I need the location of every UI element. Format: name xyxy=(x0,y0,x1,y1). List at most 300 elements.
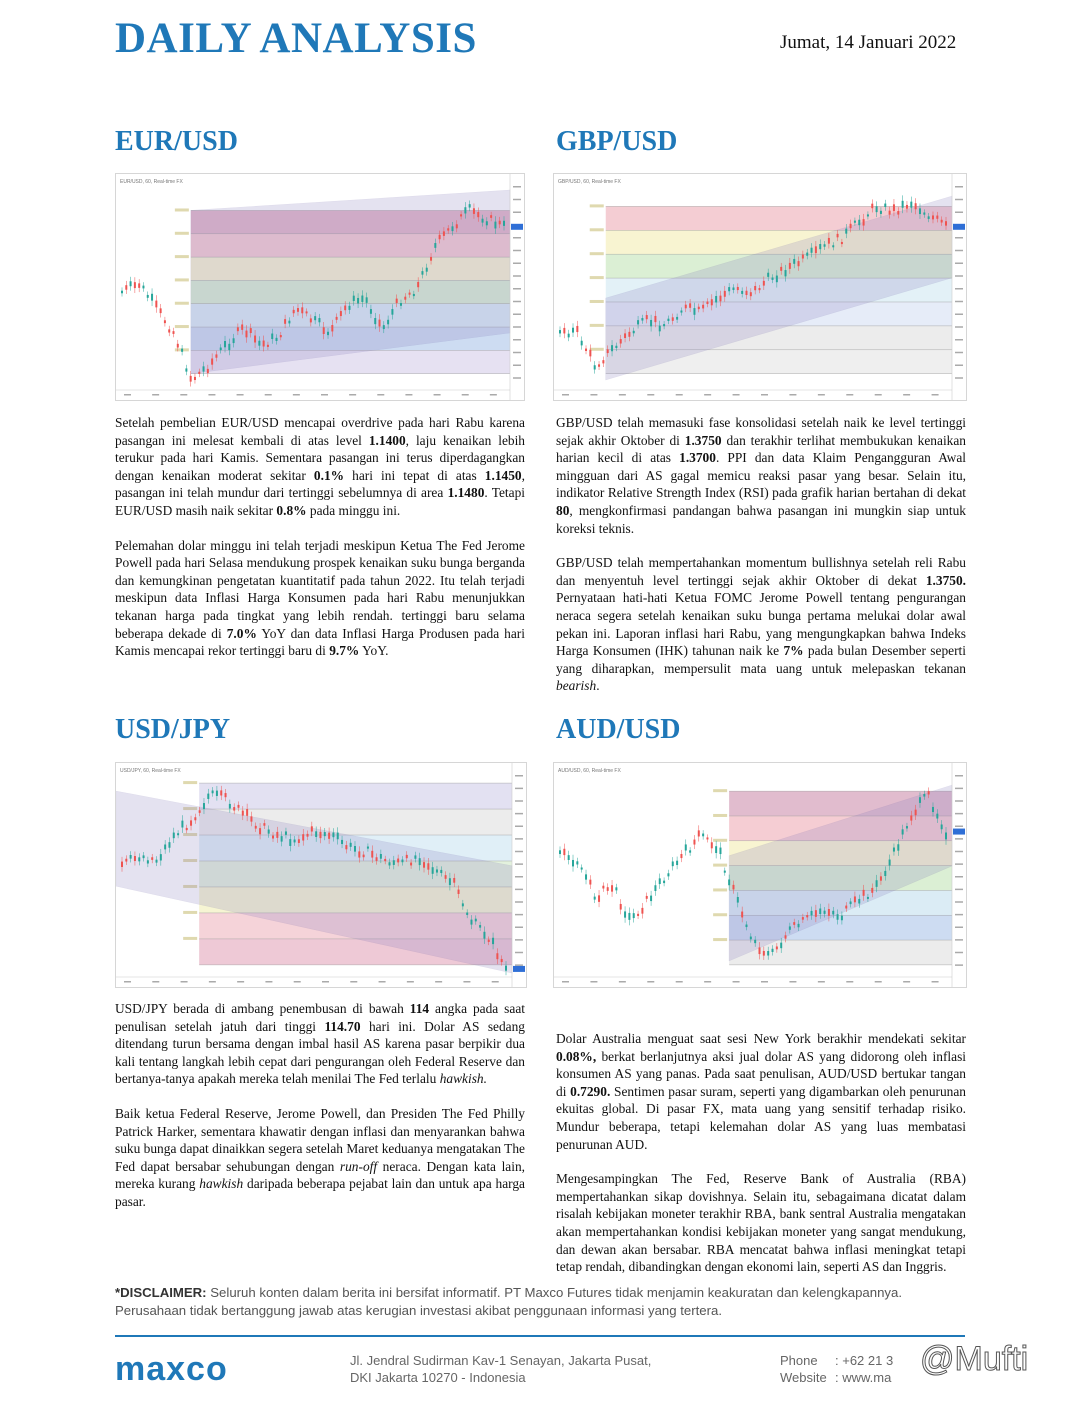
candle-body xyxy=(845,229,847,234)
candle-body xyxy=(383,325,385,329)
candle-body xyxy=(745,925,747,928)
price-tick xyxy=(955,263,963,265)
candle-body xyxy=(798,924,800,927)
price-tick xyxy=(955,964,963,966)
candle-body xyxy=(323,327,325,334)
candle-body xyxy=(233,338,235,343)
time-tick xyxy=(350,981,357,983)
price-tick xyxy=(515,889,523,891)
candle-body xyxy=(715,846,717,853)
chart-header: AUD/USD, 60, Real-time FX xyxy=(558,768,621,774)
fib-level-label xyxy=(713,789,727,792)
time-tick xyxy=(590,981,597,983)
candle-body xyxy=(306,311,308,313)
phone-value: : +62 21 3 xyxy=(835,1353,894,1368)
candle-body xyxy=(867,897,869,899)
candle-body xyxy=(559,330,561,333)
candle-body xyxy=(413,294,415,296)
candle-body xyxy=(602,886,604,889)
candle-body xyxy=(624,911,626,917)
candle-body xyxy=(923,794,925,797)
time-tick xyxy=(932,981,939,983)
footer-divider xyxy=(115,1335,965,1337)
candle-body xyxy=(348,306,350,310)
candle-body xyxy=(910,815,912,820)
candle-body xyxy=(598,364,600,366)
candle-body xyxy=(505,966,507,971)
report-date: Jumat, 14 Januari 2022 xyxy=(780,32,957,53)
price-tick xyxy=(955,326,963,328)
fib-level-label xyxy=(175,255,189,258)
time-tick xyxy=(180,394,187,396)
candle-body xyxy=(501,959,503,962)
candle-body xyxy=(387,320,389,325)
candle-body xyxy=(936,814,938,819)
price-tick xyxy=(955,288,963,290)
candle-body xyxy=(423,862,425,868)
candle-body xyxy=(793,922,795,925)
candle-body xyxy=(589,350,591,357)
time-tick xyxy=(237,981,244,983)
candle-body xyxy=(276,832,278,838)
candle-body xyxy=(341,840,343,844)
candle-body xyxy=(680,854,682,858)
candle-body xyxy=(486,221,488,225)
candle-body xyxy=(880,211,882,214)
candle-body xyxy=(185,368,187,371)
candle-body xyxy=(168,842,170,848)
candle-body xyxy=(427,863,429,869)
last-price-tag xyxy=(511,224,523,230)
time-tick xyxy=(562,981,569,983)
candle-body xyxy=(919,208,921,214)
candle-body xyxy=(785,270,787,276)
candle-body xyxy=(724,871,726,873)
fib-level-label xyxy=(183,911,197,914)
analysis-eurusd xyxy=(115,414,525,677)
candle-body xyxy=(263,823,265,826)
candle-body xyxy=(884,204,886,207)
candle-body xyxy=(858,220,860,225)
last-price-tag xyxy=(513,966,525,972)
candle-body xyxy=(371,851,373,858)
candle-body xyxy=(945,221,947,225)
price-tick xyxy=(955,914,963,916)
candle-body xyxy=(466,912,468,914)
candle-body xyxy=(767,273,769,277)
time-tick xyxy=(463,981,470,983)
candle-body xyxy=(563,328,565,334)
candle-body xyxy=(216,791,218,796)
time-tick xyxy=(490,394,497,396)
candle-body xyxy=(404,297,406,300)
candle-body xyxy=(798,261,800,266)
candle-body xyxy=(667,873,669,876)
candle-body xyxy=(168,329,170,332)
candle-body xyxy=(759,288,761,290)
time-tick xyxy=(265,394,272,396)
candle-body xyxy=(177,833,179,835)
price-tick xyxy=(515,939,523,941)
candle-body xyxy=(440,870,442,873)
candle-body xyxy=(143,855,145,858)
candle-body xyxy=(689,303,691,307)
candle-body xyxy=(724,291,726,297)
time-tick xyxy=(492,981,499,983)
candle-body xyxy=(483,932,485,939)
candle-body xyxy=(462,903,464,906)
fib-level-label xyxy=(713,839,727,842)
candle-body xyxy=(663,881,665,883)
fib-level-label xyxy=(175,208,189,211)
time-tick xyxy=(237,394,244,396)
fib-level-label xyxy=(590,276,604,279)
paragraph: GBP/USD telah mempertahankan momentum bullishnya setelah reli Rabu dan menyentuh level tertinggi sejak akhir Oktober di dekat 1.3750. Pernyataan hati-hati Ketua FOMC Jerome Powell tentang pengurangan neraca segera setelah kenaikan suku bunga pertama melukai dolar awal pekan ini. Laporan inflasi hari Rabu, yang mengungkapkan bahwa Indeks Harga Konsumen (IHK) tahunan naik ke 7% pada bulan Desember seperti yang diharapkan, mempersulit mata uang untuk melepaskan tekanan bearish. xyxy=(556,555,966,694)
price-tick xyxy=(513,365,521,367)
candle-body xyxy=(876,206,878,212)
candle-body xyxy=(397,859,399,863)
chart-usdjpy xyxy=(115,762,527,988)
candle-body xyxy=(245,331,247,338)
candle-body xyxy=(806,915,808,917)
candle-body xyxy=(272,836,274,839)
candle-body xyxy=(449,878,451,885)
candle-body xyxy=(581,341,583,346)
price-tick xyxy=(513,199,521,201)
price-tick xyxy=(513,237,521,239)
candle-body xyxy=(598,895,600,902)
candle-body xyxy=(650,320,652,326)
price-tick xyxy=(513,314,521,316)
candle-body xyxy=(706,301,708,304)
candle-body xyxy=(728,287,730,291)
website-label: Website xyxy=(780,1370,827,1385)
time-tick xyxy=(124,394,131,396)
candle-body xyxy=(318,318,320,322)
candle-body xyxy=(819,909,821,915)
price-tick xyxy=(955,250,963,252)
time-tick xyxy=(761,981,768,983)
candle-body xyxy=(576,861,578,864)
time-tick xyxy=(152,394,159,396)
candle-body xyxy=(863,219,865,225)
time-tick xyxy=(761,394,768,396)
candle-body xyxy=(741,912,743,918)
candle-body xyxy=(576,326,578,332)
candle-body xyxy=(819,244,821,249)
price-tick xyxy=(955,889,963,891)
time-tick xyxy=(903,981,910,983)
price-tick xyxy=(955,826,963,828)
candle-body xyxy=(151,857,153,860)
candle-body xyxy=(503,221,505,226)
price-tick xyxy=(515,863,523,865)
fib-level-label xyxy=(590,300,604,303)
candle-body xyxy=(776,946,778,949)
price-tick xyxy=(955,851,963,853)
candle-body xyxy=(367,847,369,849)
time-tick xyxy=(379,981,386,983)
candle-body xyxy=(327,332,329,335)
candle-body xyxy=(490,215,492,218)
candle-body xyxy=(445,875,447,879)
fib-level-label xyxy=(175,232,189,235)
candle-body xyxy=(203,803,205,809)
candle-body xyxy=(559,850,561,854)
candle-body xyxy=(841,242,843,244)
price-tick xyxy=(515,813,523,815)
fib-level-label xyxy=(175,302,189,305)
candle-body xyxy=(928,216,930,219)
time-tick xyxy=(562,394,569,396)
candle-body xyxy=(350,843,352,847)
candle-body xyxy=(393,860,395,865)
candle-body xyxy=(654,316,656,322)
price-tick xyxy=(515,788,523,790)
price-tick xyxy=(955,365,963,367)
candle-body xyxy=(220,348,222,351)
candle-body xyxy=(685,844,687,850)
paragraph: Mengesampingkan The Fed, Reserve Bank of Australia (RBA) mempertahankan sikap dovishnya. Selain itu, sebagaimana dicatat dalam risalah kebijakan moneter terakhir RBA, bank sentral Australia mengatakan akan mempertahankan kondisi kebijakan moneter yang sangat mendukung, dan dewan akan bersabar. RBA mencatat bahwa inflasi meningkat tetapi tetap rendah, dibandingkan dengan ekonomi lain, seperti AS dan Inggris. xyxy=(556,1171,966,1275)
candle-body xyxy=(572,328,574,333)
candle-body xyxy=(384,859,386,861)
candle-body xyxy=(936,216,938,219)
candle-body xyxy=(353,296,355,301)
candle-body xyxy=(793,259,795,264)
candle-body xyxy=(789,263,791,269)
candle-body xyxy=(337,833,339,840)
candle-body xyxy=(581,867,583,869)
candle-body xyxy=(897,844,899,850)
candle-body xyxy=(212,790,214,793)
time-tick xyxy=(124,981,131,983)
candle-body xyxy=(280,335,282,337)
candle-body xyxy=(156,860,158,863)
price-tick xyxy=(955,901,963,903)
candle-body xyxy=(134,856,136,861)
candle-body xyxy=(845,906,847,909)
fib-level-label xyxy=(713,913,727,916)
section-title-usdjpy: USD/JPY xyxy=(115,714,231,745)
candle-body xyxy=(932,215,934,219)
candle-body xyxy=(439,235,441,239)
candle-body xyxy=(224,341,226,347)
candle-body xyxy=(811,911,813,916)
candle-body xyxy=(811,248,813,253)
watermark: @Mufti xyxy=(920,1340,1029,1378)
candle-body xyxy=(401,860,403,863)
candle-body xyxy=(698,830,700,836)
paragraph: Pelemahan dolar minggu ini telah terjadi meskipun Ketua The Fed Jerome Powell pada hari Selasa mendukung prospek kenaikan suku bunga berganda dan kemungkinan pengetatan kuantitatif pada tahun 2022. Itu telah terjadi meskipun data Inflasi Harga Konsumen pada hari Rabu menunjukkan tekanan harga pada tingkat yang lebih rendah. tertinggi baru selama beberapa dekade di 7.0% YoY dan data Inflasi Harga Produsen pada hari Kamis mencapai rekor tertinggi baru di 9.7% YoY. xyxy=(115,537,525,659)
candle-body xyxy=(663,324,665,326)
address-line: Jl. Jendral Sudirman Kav-1 Senayan, Jakarta Pusat, xyxy=(350,1353,652,1368)
candle-body xyxy=(850,224,852,228)
time-tick xyxy=(789,394,796,396)
price-tick xyxy=(955,775,963,777)
price-tick xyxy=(955,212,963,214)
candle-body xyxy=(880,876,882,880)
candle-body xyxy=(728,879,730,885)
candle-body xyxy=(207,369,209,373)
candle-body xyxy=(302,834,304,840)
section-title-gbpusd: GBP/USD xyxy=(556,126,678,157)
candle-body xyxy=(363,855,365,858)
candle-body xyxy=(607,887,609,891)
candle-body xyxy=(477,212,479,217)
candle-body xyxy=(780,267,782,271)
time-tick xyxy=(846,394,853,396)
candle-body xyxy=(850,901,852,904)
candle-body xyxy=(414,855,416,858)
candle-body xyxy=(203,366,205,371)
candle-body xyxy=(719,848,721,854)
candle-body xyxy=(854,896,856,902)
candle-body xyxy=(294,840,296,843)
time-tick xyxy=(676,981,683,983)
price-tick xyxy=(515,901,523,903)
candle-body xyxy=(499,221,501,225)
chart-header: USD/JPY, 60, Real-time FX xyxy=(120,768,181,774)
fib-level-label xyxy=(590,324,604,327)
candle-body xyxy=(328,833,330,839)
website-link[interactable]: : www.ma xyxy=(835,1370,892,1385)
candle-body xyxy=(589,880,591,885)
candle-body xyxy=(400,303,402,306)
last-price-tag xyxy=(953,224,965,230)
candle-body xyxy=(858,899,860,904)
candle-body xyxy=(750,292,752,296)
candle-body xyxy=(615,887,617,890)
candle-body xyxy=(693,308,695,315)
candle-body xyxy=(190,820,192,825)
time-tick xyxy=(619,394,626,396)
candle-body xyxy=(207,794,209,799)
candle-body xyxy=(637,320,639,324)
candle-body xyxy=(650,896,652,901)
price-tick xyxy=(955,237,963,239)
candle-body xyxy=(164,320,166,323)
time-tick xyxy=(903,394,910,396)
candle-body xyxy=(641,908,643,914)
candle-body xyxy=(659,878,661,884)
candle-body xyxy=(494,222,496,229)
candle-body xyxy=(199,810,201,813)
candle-body xyxy=(871,888,873,893)
time-tick xyxy=(932,394,939,396)
candle-body xyxy=(198,372,200,374)
candle-body xyxy=(702,305,704,309)
price-tick xyxy=(513,275,521,277)
footer-address xyxy=(350,1352,651,1386)
chart-header: EUR/USD, 60, Real-time FX xyxy=(120,179,183,185)
candle-body xyxy=(867,214,869,216)
candle-body xyxy=(824,244,826,246)
candle-body xyxy=(181,821,183,828)
candle-body xyxy=(389,862,391,865)
price-tick xyxy=(955,352,963,354)
time-tick xyxy=(647,981,654,983)
time-tick xyxy=(349,394,356,396)
fib-level-label xyxy=(590,348,604,351)
time-tick xyxy=(293,394,300,396)
candle-body xyxy=(354,846,356,852)
candle-body xyxy=(594,365,596,369)
candle-body xyxy=(620,904,622,910)
candle-body xyxy=(841,916,843,921)
candle-body xyxy=(324,832,326,836)
time-tick xyxy=(647,394,654,396)
price-tick xyxy=(513,326,521,328)
candle-body xyxy=(434,243,436,248)
candle-body xyxy=(391,309,393,315)
price-tick xyxy=(515,800,523,802)
candle-body xyxy=(130,855,132,859)
candle-body xyxy=(876,880,878,887)
candle-body xyxy=(715,296,717,302)
page-title: DAILY ANALYSIS xyxy=(115,15,477,62)
candle-body xyxy=(932,807,934,812)
candle-body xyxy=(711,842,713,848)
time-tick xyxy=(789,981,796,983)
candle-body xyxy=(824,911,826,914)
price-tick xyxy=(513,288,521,290)
paragraph: Dolar Australia menguat saat sesi New York berakhir mendekati sekitar 0.08%, berkat berlanjutnya aksi jual dolar AS yang didorong oleh inflasi konsumen AS yang panas. Pada saat penulisan, AUD/USD bertukar tangan di 0.7290. Sentimen pasar suram, seperti yang digambarkan oleh penurunan ekuitas global. Di pasar FX, mata uang yang sensitif terhadap risiko. Mundur beberapa, tetapi kelemahan dolar AS yang luas membatasi penurunan AUD. xyxy=(556,1031,967,1152)
candle-body xyxy=(250,816,252,821)
candle-body xyxy=(672,317,674,320)
paragraph: Baik ketua Federal Reserve, Jerome Powell, dan Presiden The Fed Philly Patrick Harker, sementara khawatir dengan inflasi dan menyarankan bahwa suku bunga dapat dinaikkan segera setelah Maret keduanya mengatakan The Fed dapat bersabar sehubungan dengan run-off neraca. Dengan kata lain, mereka kurang hawkish daripada beberapa pejabat lain dan untuk apa harga pasar. xyxy=(115,1105,525,1209)
candle-body xyxy=(267,345,269,347)
candle-body xyxy=(750,937,752,940)
candle-body xyxy=(585,874,587,879)
time-tick xyxy=(704,981,711,983)
candle-body xyxy=(763,951,765,956)
candle-body xyxy=(311,826,313,831)
time-tick xyxy=(208,394,215,396)
candle-body xyxy=(301,307,303,313)
candle-body xyxy=(611,885,613,891)
price-tick xyxy=(513,352,521,354)
time-tick xyxy=(590,394,597,396)
paragraph: GBP/USD telah memasuki fase konsolidasi setelah naik ke level tertinggi sejak akhir Oktober di 1.3750 dan terakhir terlihat membukukan kenaikan harian kecil di atas 1.3700. PPI dan data Klaim Pengangguran Awal mingguan dari AS gagal memicu reaksi pasar yang besar. Selain itu, indikator Relative Strength Index (RSI) pada grafik harian bertahan di dekat 80, mengkonfirmasi pandangan bahwa pasangan ini mungkin siap untuk koreksi teknis. xyxy=(556,415,966,536)
time-tick xyxy=(818,394,825,396)
fib-level-label xyxy=(713,888,727,891)
candle-body xyxy=(902,201,904,208)
candle-body xyxy=(785,935,787,938)
price-tick xyxy=(955,800,963,802)
candle-body xyxy=(719,296,721,302)
price-tick xyxy=(955,876,963,878)
candle-body xyxy=(289,839,291,846)
section-title-eurusd: EUR/USD xyxy=(115,126,238,157)
candle-body xyxy=(928,791,930,794)
candle-body xyxy=(633,331,635,333)
candle-body xyxy=(776,276,778,283)
candle-body xyxy=(475,919,477,922)
candle-body xyxy=(902,829,904,834)
price-tick xyxy=(515,851,523,853)
candle-body xyxy=(482,219,484,223)
candle-body xyxy=(741,291,743,294)
candle-body xyxy=(310,318,312,322)
price-tick xyxy=(955,314,963,316)
time-tick xyxy=(294,981,301,983)
candle-body xyxy=(706,837,708,839)
candle-body xyxy=(374,318,376,324)
paragraph: Setelah pembelian EUR/USD mencapai overdrive pada hari Rabu karena pasangan ini melesat kembali di atas level 1.1400, laju kenaikan lebih terukur pada hari Kamis. Sementara pasangan ini terus diperdagangkan dengan kenaikan moderat sekitar 0.1% hari ini tepat di atas 1.1450, pasangan ini telah mundur dari tertinggi sebelumnya di area 1.1480. Tetapi EUR/USD masih naik sekitar 0.8% pada minggu ini. xyxy=(115,415,526,518)
candle-body xyxy=(155,301,157,308)
candle-body xyxy=(745,291,747,295)
candle-body xyxy=(754,286,756,290)
